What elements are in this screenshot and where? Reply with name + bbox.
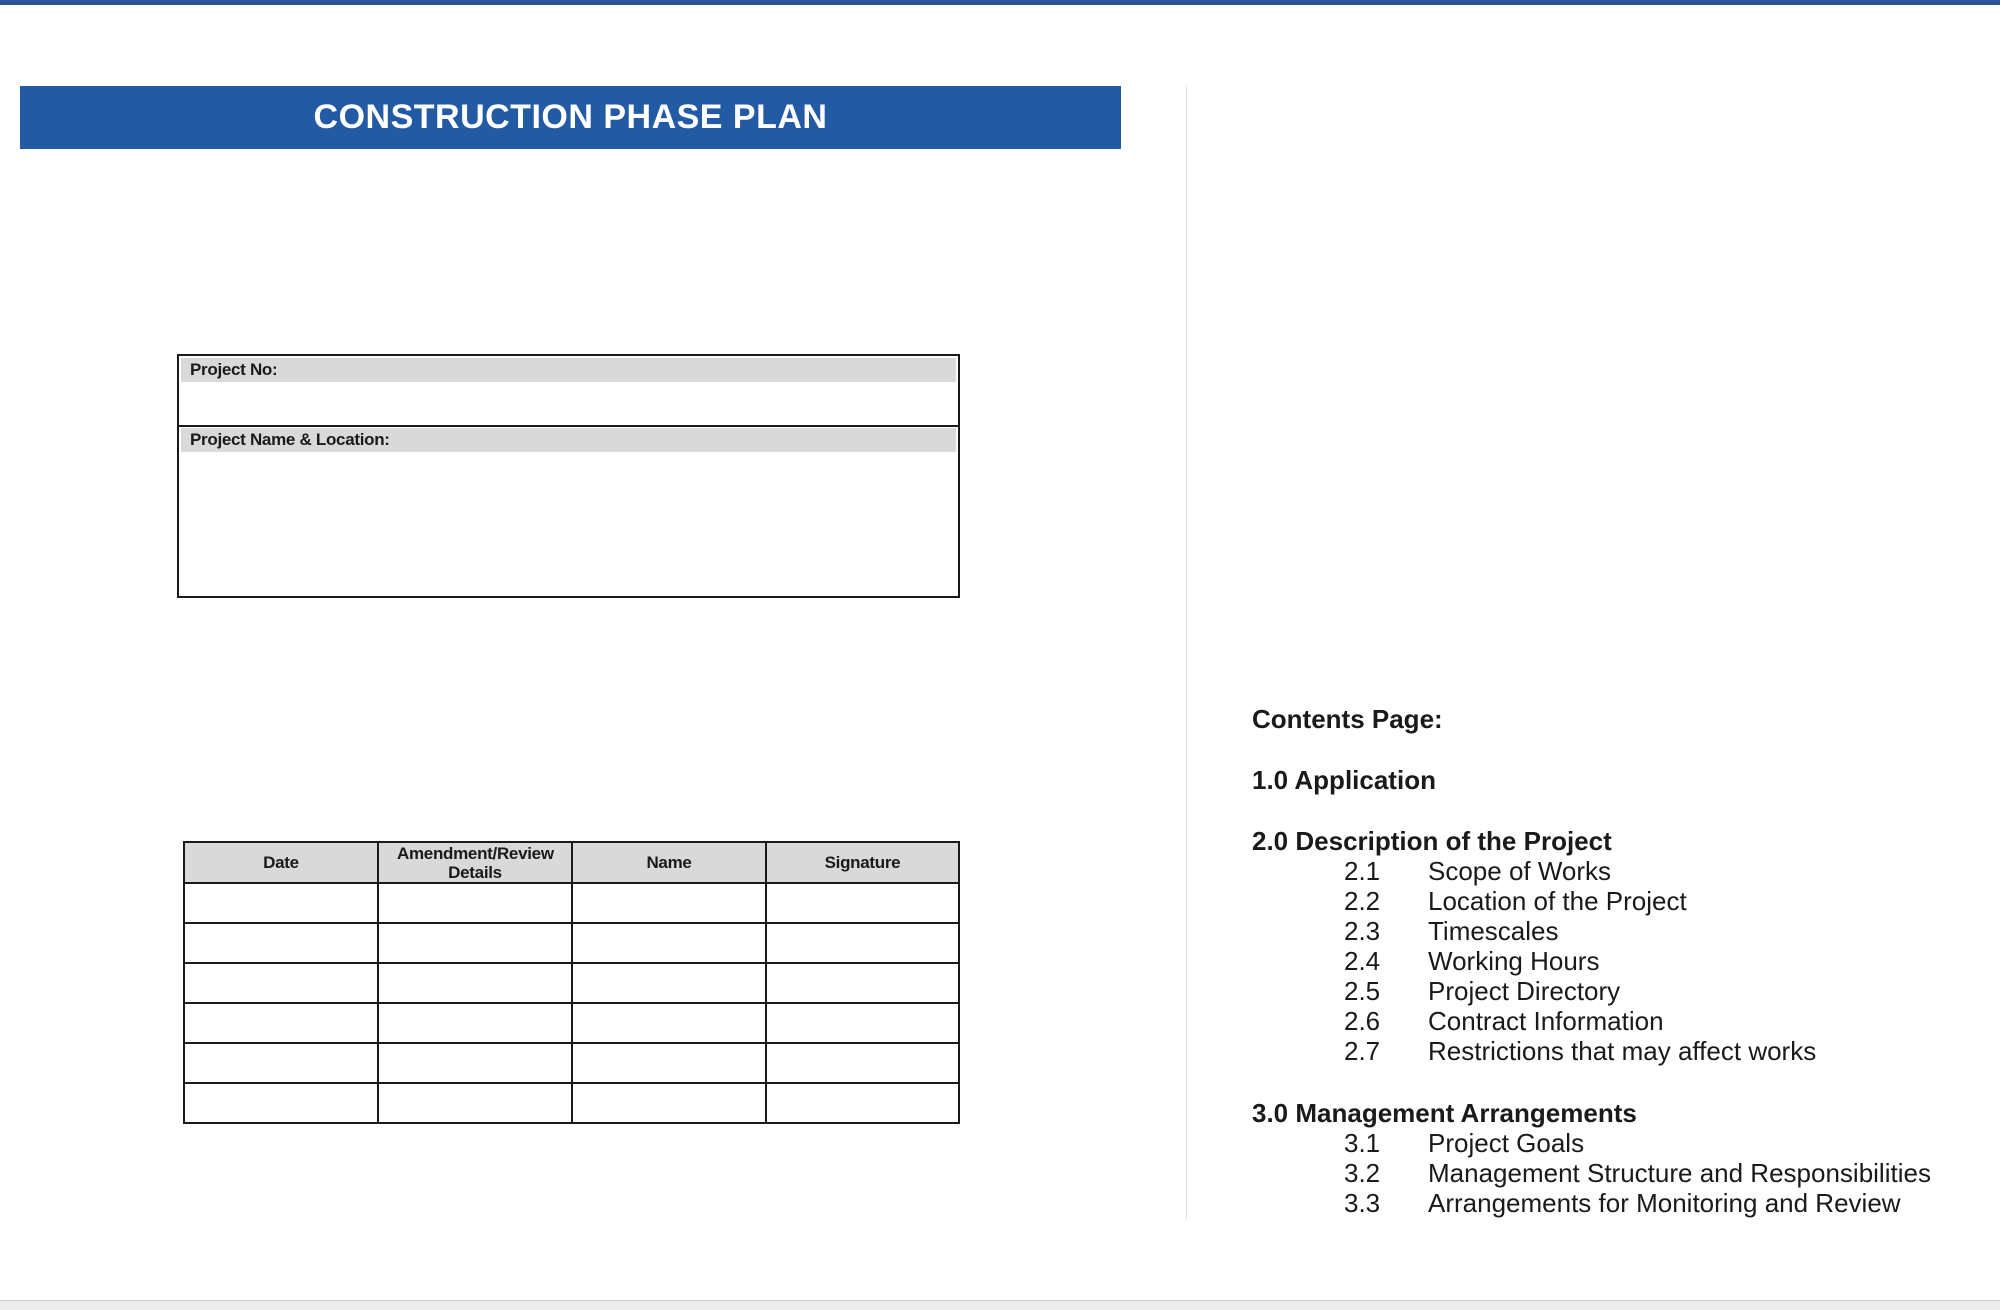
signature-cell[interactable] — [766, 963, 959, 1003]
item-number: 2.2 — [1344, 886, 1381, 916]
contents-item[interactable] — [1344, 916, 1559, 947]
column-header-signature: Signature — [766, 842, 959, 883]
name-cell[interactable] — [572, 883, 766, 923]
details-cell[interactable] — [378, 883, 572, 923]
contents-item[interactable] — [1344, 886, 1687, 917]
amendment-review-table — [183, 841, 960, 1124]
date-cell[interactable] — [184, 923, 378, 963]
item-number: 3.3 — [1344, 1188, 1381, 1218]
item-number: 2.5 — [1344, 976, 1381, 1006]
name-cell[interactable] — [572, 1003, 766, 1043]
contents-item[interactable] — [1344, 1188, 1901, 1219]
section-heading-1-0[interactable]: 1.0 Application — [1252, 765, 1436, 795]
project-box-divider — [179, 425, 958, 427]
item-number: 2.4 — [1344, 946, 1381, 976]
details-cell[interactable] — [378, 1003, 572, 1043]
document-title: CONSTRUCTION PHASE PLAN — [20, 86, 1121, 149]
date-cell[interactable] — [184, 1083, 378, 1123]
name-cell[interactable] — [572, 1083, 766, 1123]
item-label: Management Structure and Responsibilities — [1428, 1158, 1931, 1188]
name-cell[interactable] — [572, 963, 766, 1003]
item-number: 3.1 — [1344, 1128, 1381, 1158]
column-header-amendment-details: Amendment/Review Details — [378, 842, 572, 883]
details-cell[interactable] — [378, 923, 572, 963]
project-no-field[interactable] — [181, 382, 956, 425]
item-number: 2.6 — [1344, 1006, 1381, 1036]
date-cell[interactable] — [184, 1043, 378, 1083]
column-header-date: Date — [184, 842, 378, 883]
contents-item[interactable] — [1344, 976, 1620, 1007]
item-number: 2.1 — [1344, 856, 1381, 886]
table-row — [184, 1003, 959, 1043]
project-info-box — [177, 354, 960, 598]
table-row — [184, 1043, 959, 1083]
contents-heading: Contents Page: — [1252, 704, 1443, 734]
signature-cell[interactable] — [766, 923, 959, 963]
contents-item[interactable] — [1344, 1036, 1816, 1067]
date-cell[interactable] — [184, 1003, 378, 1043]
contents-item[interactable] — [1344, 1006, 1664, 1037]
contents-item[interactable] — [1344, 856, 1611, 887]
item-label: Working Hours — [1428, 946, 1600, 976]
item-number: 3.2 — [1344, 1158, 1381, 1188]
table-row — [184, 883, 959, 923]
table-header-row — [184, 842, 959, 883]
column-header-name: Name — [572, 842, 766, 883]
signature-cell[interactable] — [766, 1083, 959, 1123]
item-label: Timescales — [1428, 916, 1559, 946]
item-number: 2.3 — [1344, 916, 1381, 946]
item-label: Location of the Project — [1428, 886, 1687, 916]
section-heading-2-0[interactable]: 2.0 Description of the Project — [1252, 826, 1612, 856]
item-label: Arrangements for Monitoring and Review — [1428, 1188, 1901, 1218]
item-label: Project Goals — [1428, 1128, 1585, 1158]
item-label: Project Directory — [1428, 976, 1621, 1006]
date-cell[interactable] — [184, 963, 378, 1003]
details-cell[interactable] — [378, 963, 572, 1003]
signature-cell[interactable] — [766, 1043, 959, 1083]
item-label: Scope of Works — [1428, 856, 1612, 886]
page-divider — [1186, 86, 1187, 1220]
item-number: 2.7 — [1344, 1036, 1381, 1066]
name-cell[interactable] — [572, 1043, 766, 1083]
date-cell[interactable] — [184, 883, 378, 923]
item-label: Contract Information — [1428, 1006, 1664, 1036]
details-cell[interactable] — [378, 1043, 572, 1083]
contents-item[interactable] — [1344, 1158, 1931, 1189]
table-row — [184, 923, 959, 963]
item-label: Restrictions that may affect works — [1428, 1036, 1817, 1066]
table-row — [184, 963, 959, 1003]
contents-item[interactable] — [1344, 1128, 1584, 1159]
top-accent-rule — [0, 0, 2000, 5]
details-cell[interactable] — [378, 1083, 572, 1123]
project-name-location-field[interactable] — [181, 452, 956, 594]
project-no-label: Project No: — [181, 358, 956, 382]
table-row — [184, 1083, 959, 1123]
signature-cell[interactable] — [766, 883, 959, 923]
name-cell[interactable] — [572, 923, 766, 963]
section-heading-3-0[interactable]: 3.0 Management Arrangements — [1252, 1098, 1637, 1128]
project-name-location-label: Project Name & Location: — [181, 428, 956, 452]
signature-cell[interactable] — [766, 1003, 959, 1043]
contents-item[interactable] — [1344, 946, 1599, 977]
